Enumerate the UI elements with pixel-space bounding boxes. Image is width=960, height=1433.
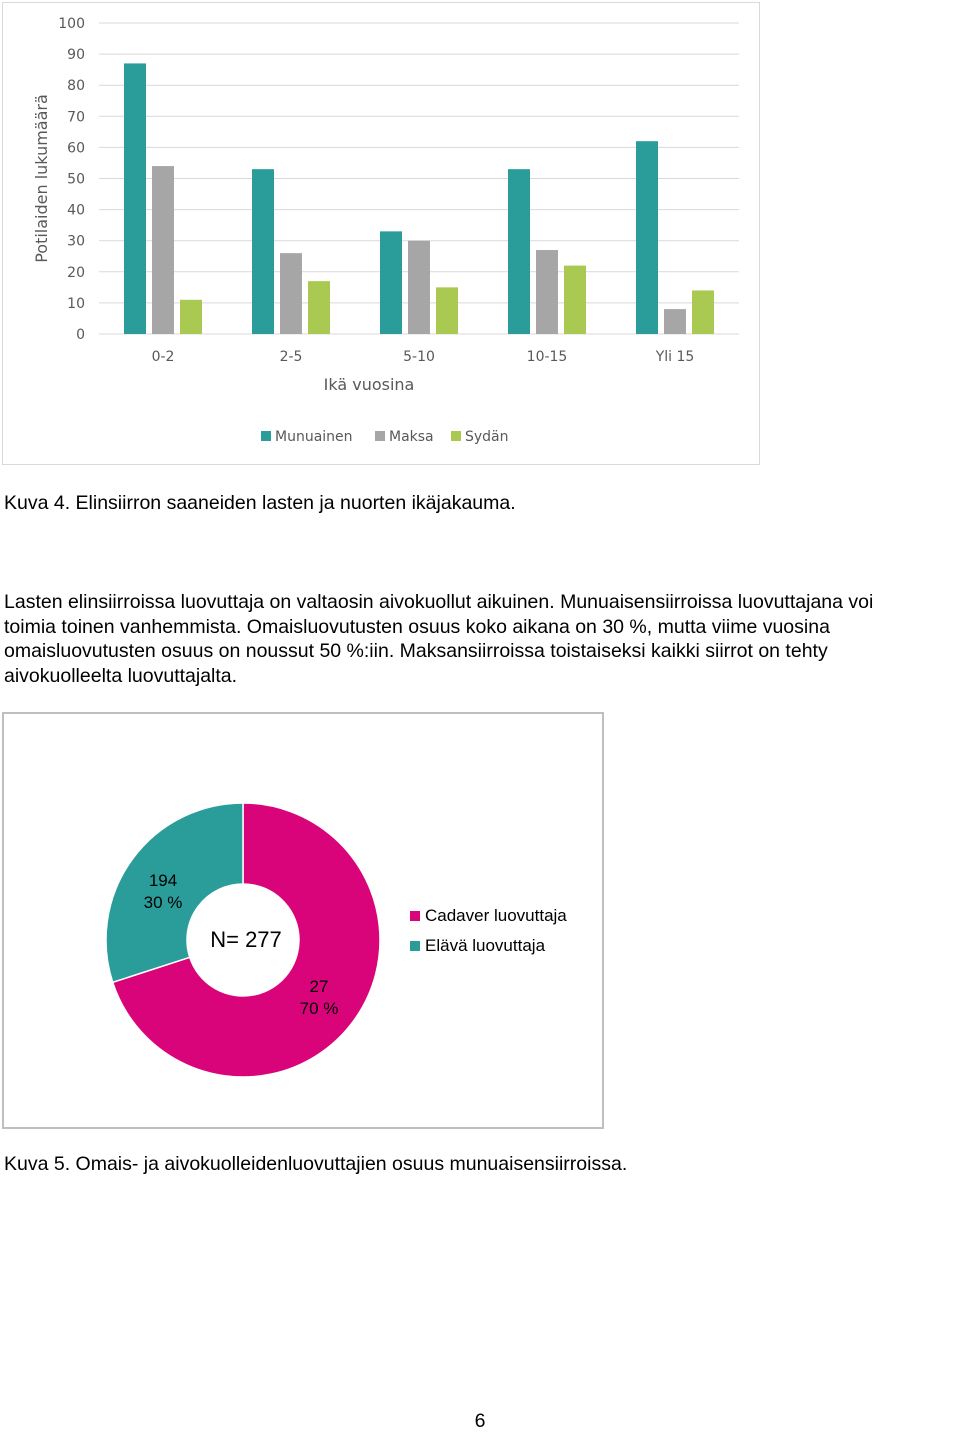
bar-munuainen [380,231,402,334]
legend-swatch [375,431,385,441]
figure-4-caption: Kuva 4. Elinsiirron saaneiden lasten ja nuorten ikäjakauma. [4,492,516,514]
bar-maksa [536,250,558,334]
donut-chart-frame [2,712,604,1129]
paragraph-line: omaisluovutusten osuus on noussut 50 %:iin. Maksansiirroissa toistaiseksi kaikki siirrot on tehty [4,640,828,662]
bar-maksa [280,253,302,334]
legend-label: Sydän [465,429,509,445]
bar-chart-frame [2,2,760,465]
paragraph-line: toimia toinen vanhemmista. Omaisluovutusten osuus koko aikana on 30 %, mutta viime vuosina [4,615,830,638]
bar-maksa [408,241,430,334]
bar-munuainen [252,169,274,334]
page-number: 6 [474,1410,486,1432]
y-tick-label: 10 [67,295,85,312]
y-tick-label: 40 [67,202,85,219]
x-tick-label: 2-5 [279,349,303,365]
body-paragraph [4,590,960,688]
bar-munuainen [124,63,146,334]
bar-munuainen [508,169,530,334]
legend-label: Munuainen [275,429,353,445]
legend-swatch [410,911,420,921]
x-tick-label: 0-2 [151,349,175,365]
bar-sydän [180,300,202,334]
x-tick-label: 5-10 [403,349,435,365]
y-tick-label: 20 [67,264,85,281]
slice-count-label: 27 [309,977,329,996]
paragraph-line: Lasten elinsiirroissa luovuttaja on valtaosin aivokuollut aikuinen. Munuaisensiirroissa luovuttajana voi [4,591,874,613]
slice-count-label: 194 [148,871,178,890]
legend-label: Elävä luovuttaja [425,936,546,955]
slice-percent-label: 70 % [299,999,339,1018]
figure-5-caption: Kuva 5. Omais- ja aivokuolleidenluovuttajien osuus munuaisensiirroissa. [4,1153,628,1175]
y-tick-label: 60 [67,140,85,157]
y-tick-label: 70 [67,109,85,126]
y-tick-label: 0 [76,327,85,343]
legend-swatch [261,431,271,441]
y-tick-label: 100 [58,16,85,32]
bar-sydän [436,287,458,334]
bar-sydän [564,266,586,334]
bar-maksa [664,309,686,334]
donut-center-label: N= 277 [210,927,282,952]
bar-sydän [308,281,330,334]
legend-label: Maksa [389,429,434,445]
legend-swatch [410,941,420,951]
bar-maksa [152,166,174,334]
slice-percent-label: 30 % [143,893,183,912]
y-tick-label: 50 [67,171,85,188]
y-tick-label: 30 [67,233,85,250]
donut-chart [4,714,602,1127]
legend-swatch [451,431,461,441]
x-axis-title: Ikä vuosina [323,375,415,394]
y-tick-label: 80 [67,78,85,95]
paragraph-line: aivokuolleelta luovuttajalta. [4,664,238,687]
bar-chart [3,3,759,464]
legend-label: Cadaver luovuttaja [425,906,567,925]
x-tick-label: 10-15 [526,349,568,365]
y-axis-title: Potilaiden lukumäärä [32,94,51,263]
x-tick-label: Yli 15 [655,349,695,365]
bar-sydän [692,290,714,334]
bar-munuainen [636,141,658,334]
y-tick-label: 90 [67,47,85,64]
